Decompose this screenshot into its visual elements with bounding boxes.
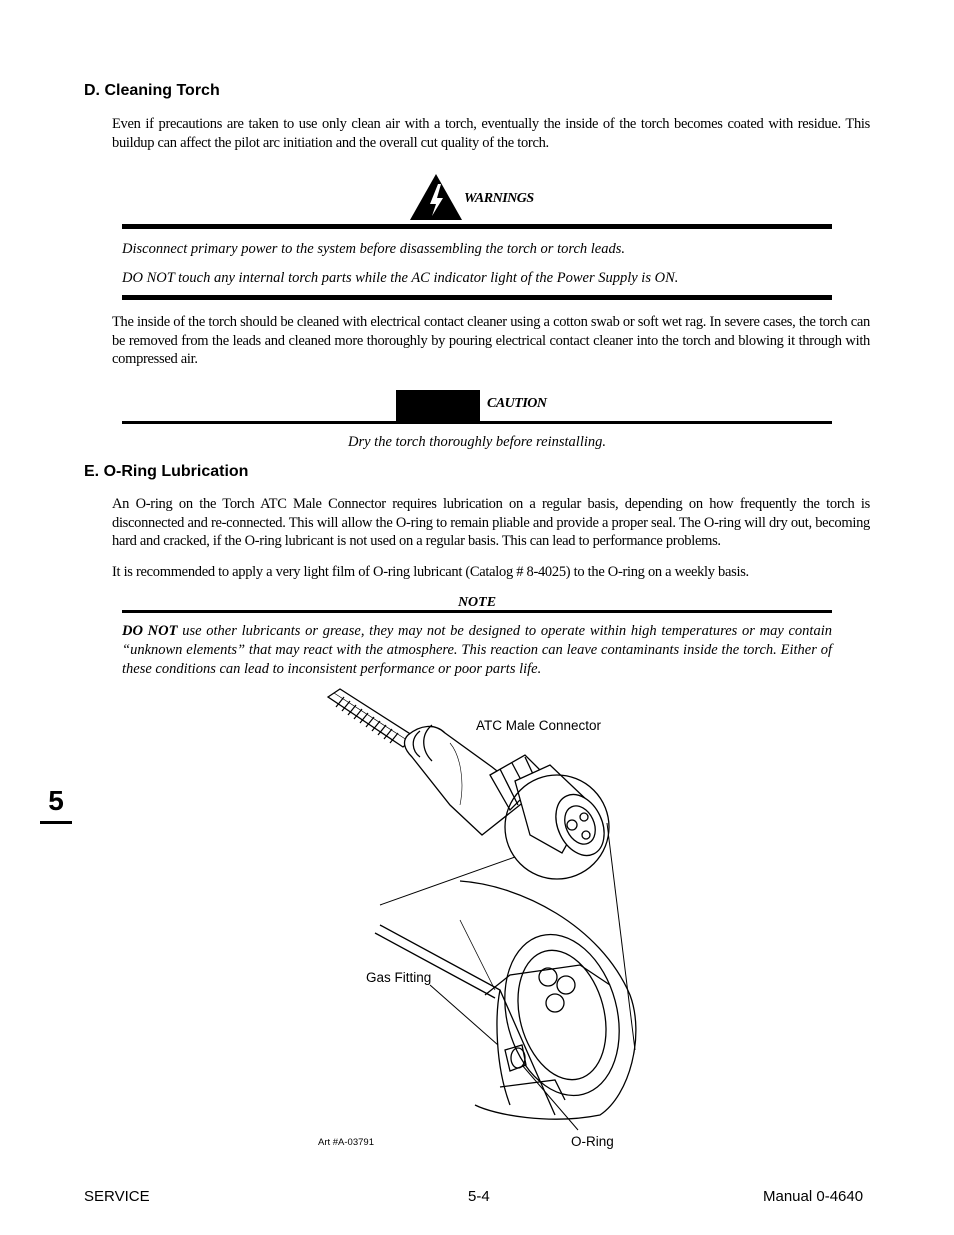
chapter-tab-number: 5 (48, 785, 64, 816)
note-body: use other lubricants or grease, they may not be designed to operate within high temperatures or may contain “unknown elements” that may react with the atmosphere. This reaction can leave contaminants inside the torch. Either of these conditions can lead to inconsistent performance or poor parts life. (122, 623, 832, 677)
chapter-tab-rule (40, 821, 72, 824)
atc-connector-figure (300, 685, 660, 1155)
label-gas-fitting: Gas Fitting (366, 970, 432, 985)
caution-block (396, 390, 480, 423)
note-lead: DO NOT (122, 623, 178, 639)
label-o-ring: O-Ring (571, 1134, 614, 1149)
warning-text-2: DO NOT touch any internal torch parts while the AC indicator light of the Power Supply is ON. (122, 270, 679, 286)
footer-left: SERVICE (84, 1188, 150, 1205)
section-e-paragraph-1: An O-ring on the Torch ATC Male Connector requires lubrication on a regular basis, depending on how frequently the torch is disconnected and re-connected. This will allow the O-ring to remain pliable and provide a proper seal. The O-ring will dry out, becoming hard and cracked, if the O-ring lubricant is not used on a regular basis. This can lead to performance problems. (112, 496, 870, 549)
enlarged-view (375, 881, 636, 1119)
callout-line-left (380, 857, 515, 905)
footer-manual-number: Manual 0-4640 (763, 1188, 864, 1205)
caution-text: Dry the torch thoroughly before reinstalling. (347, 434, 606, 450)
section-d-heading: D. Cleaning Torch (84, 82, 220, 99)
caution-rule (122, 421, 832, 424)
callout-line-right (607, 823, 635, 1050)
oring-leader (522, 1065, 578, 1130)
torch-lead-hose (328, 689, 415, 747)
warnings-label: WARNINGS (464, 191, 534, 206)
art-number: Art #A-03791 (318, 1137, 374, 1148)
warnings-bottom-rule (122, 295, 832, 300)
section-d-paragraph-2: The inside of the torch should be cleaned with electrical contact cleaner using a cotton swab or soft wet rag. In severe cases, the torch can be removed from the leads and cleaned more thoroughly by pouring electrical contact cleaner into the torch and blowing it through with compressed air. (112, 314, 870, 367)
caution-label: CAUTION (487, 396, 547, 411)
warning-text-1: Disconnect primary power to the system before disassembling the torch or torch leads. (122, 241, 626, 257)
note-label: NOTE (457, 595, 497, 610)
section-d-paragraph-1: Even if precautions are taken to use only clean air with a torch, eventually the inside of the torch becomes coated with residue. This buildup can affect the pilot arc initiation and the overall cut quality of the torch. (112, 116, 870, 151)
warnings-top-rule (122, 224, 832, 229)
label-atc-male-connector: ATC Male Connector (476, 718, 602, 733)
section-e-paragraph-2: It is recommended to apply a very light film of O-ring lubricant (Catalog # 8-4025) to the O-ring on a weekly basis. (112, 564, 749, 580)
warning-shock-icon (408, 172, 464, 222)
footer-page-number: 5-4 (468, 1188, 490, 1205)
note-text (122, 622, 832, 679)
note-rule (122, 610, 832, 613)
section-e-heading: E. O-Ring Lubrication (84, 463, 249, 480)
